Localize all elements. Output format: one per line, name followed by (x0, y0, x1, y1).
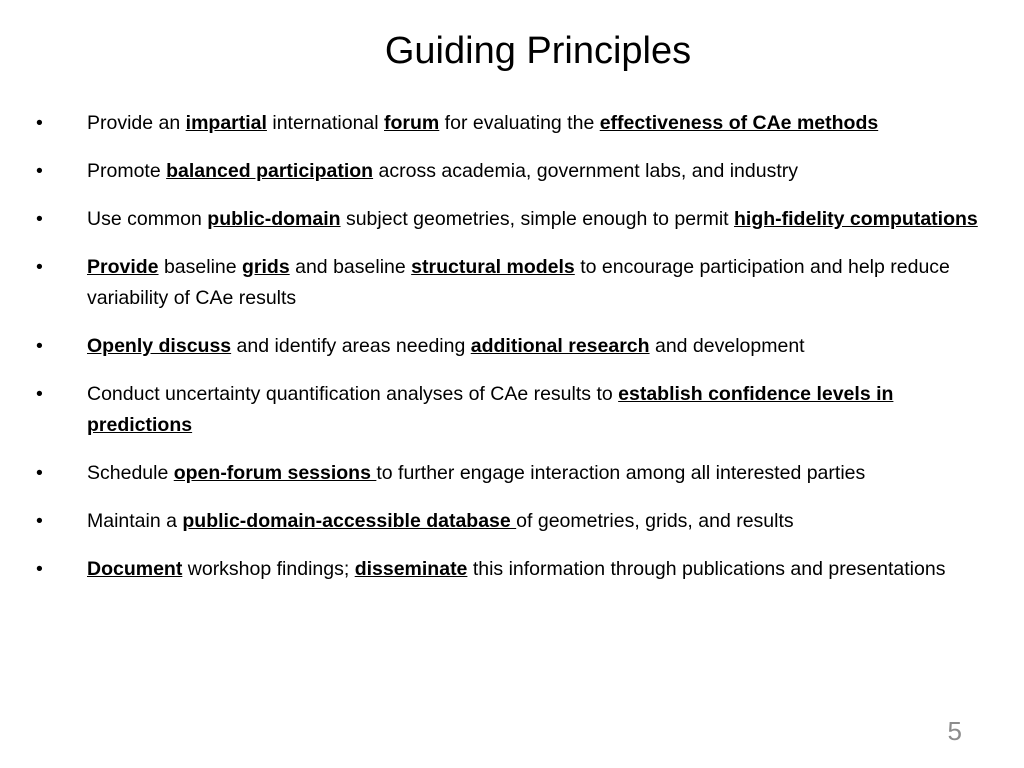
emphasized-text: structural models (411, 256, 575, 278)
bullet-text-segment: baseline (158, 256, 243, 278)
emphasized-text: additional research (470, 335, 650, 357)
bullet-text-segment: for evaluating the (439, 112, 600, 134)
page-number: 5 (947, 716, 962, 746)
bullet-marker: • (36, 208, 43, 230)
bullet-text-segment: Conduct uncertainty quantification analyses of CAe results to (87, 383, 619, 405)
bullet-text (87, 462, 865, 484)
bullet-item (36, 108, 996, 139)
emphasized-text: open-forum sessions (173, 462, 377, 484)
bullet-text (87, 383, 893, 436)
emphasized-text: public-domain (207, 208, 341, 230)
emphasized-text: balanced participation (166, 160, 374, 182)
bullet-text-segment: Provide an (87, 112, 186, 134)
emphasized-text: impartial (185, 112, 267, 134)
bullet-text-segment: and development (649, 335, 805, 357)
bullet-item (36, 506, 996, 537)
bullet-text-segment: international (266, 112, 385, 134)
bullet-text-segment: Promote (87, 160, 167, 182)
bullet-marker: • (36, 558, 43, 580)
bullet-marker: • (36, 383, 43, 405)
emphasized-text: public-domain-accessible database (182, 510, 517, 532)
bullet-text-segment: Maintain a (87, 510, 183, 532)
bullet-text (87, 510, 794, 532)
bullet-text (87, 558, 945, 580)
bullet-text (87, 208, 978, 230)
emphasized-text: disseminate (354, 558, 468, 580)
emphasized-text: high-fidelity computations (734, 208, 978, 230)
bullet-text (87, 112, 878, 134)
slide-title: Guiding Principles (384, 30, 692, 72)
emphasized-text: establish confidence levels in predictions (87, 383, 894, 436)
bullet-marker: • (36, 335, 43, 357)
bullet-item (36, 156, 996, 187)
bullet-item (36, 331, 996, 362)
emphasized-text: Document (87, 558, 183, 580)
bullet-marker: • (36, 510, 43, 532)
emphasized-text: effectiveness of CAe methods (599, 112, 879, 134)
bullet-marker: • (36, 160, 43, 182)
emphasized-text: Openly discuss (87, 335, 232, 357)
emphasized-text: forum (384, 112, 440, 134)
bullet-text (87, 160, 798, 182)
bullet-text-segment: to further engage interaction among all interested parties (376, 462, 866, 484)
bullet-marker: • (36, 256, 43, 278)
bullet-item (36, 204, 996, 235)
bullet-text-segment: subject geometries, simple enough to permit (340, 208, 734, 230)
bullet-item (36, 458, 996, 489)
emphasized-text: Provide (87, 256, 159, 278)
bullet-text-segment: and identify areas needing (231, 335, 471, 357)
bullet-text-segment: to encourage participation and help reduce variability of CAe results (87, 256, 950, 309)
bullet-text-segment: workshop findings; (182, 558, 355, 580)
bullet-text-segment: across academia, government labs, and industry (373, 160, 798, 182)
bullet-text-segment: Schedule (87, 462, 174, 484)
bullet-text-segment: of geometries, grids, and results (516, 510, 794, 532)
bullet-item (36, 554, 996, 585)
bullet-marker: • (36, 462, 43, 484)
bullet-text (87, 335, 805, 357)
bullet-item (36, 379, 996, 441)
bullet-text-segment: this information through publications and presentations (467, 558, 946, 580)
bullet-marker: • (36, 112, 43, 134)
bullet-list (36, 108, 996, 602)
bullet-item (36, 252, 996, 314)
bullet-text (87, 256, 950, 309)
emphasized-text: grids (242, 256, 290, 278)
bullet-text-segment: and baseline (289, 256, 412, 278)
bullet-text-segment: Use common (87, 208, 208, 230)
